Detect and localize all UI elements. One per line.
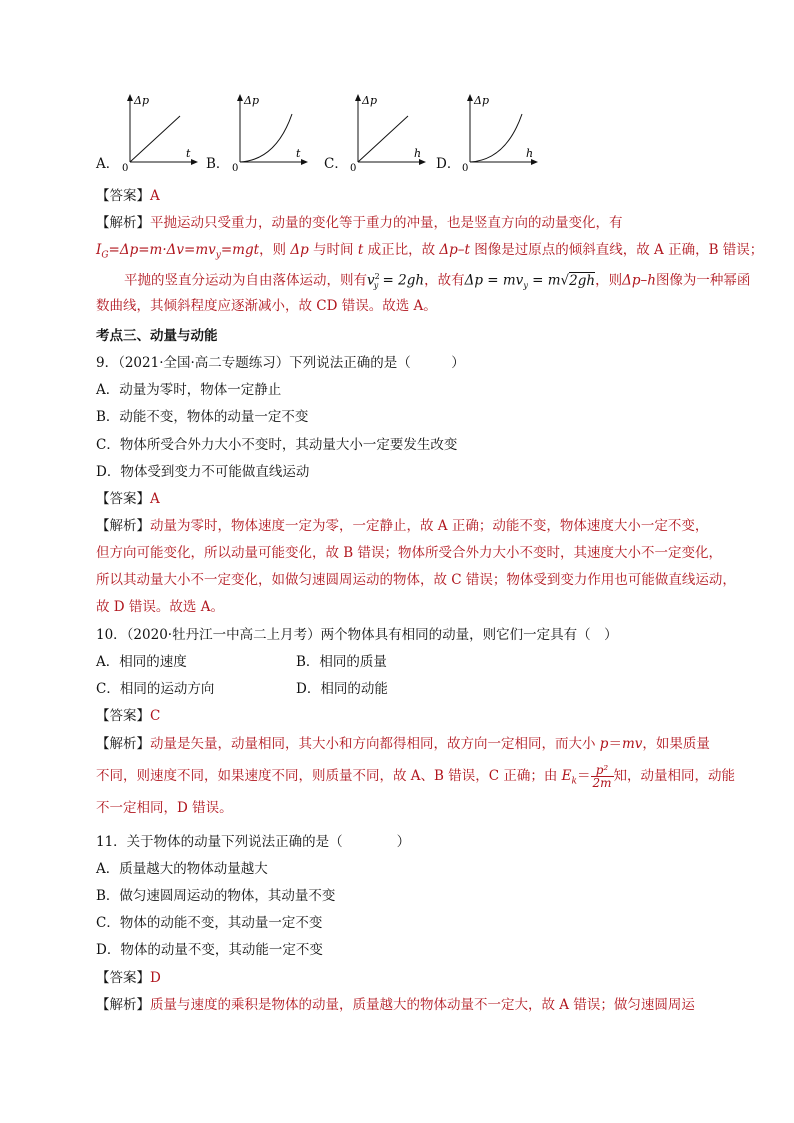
q9-analysis-line-1 bbox=[96, 516, 708, 536]
analysis-text: 动量是矢量，动量相同，其大小和方向都得相同，故方向一定相同，而大小 bbox=[150, 736, 600, 752]
graph-d bbox=[458, 92, 538, 172]
graph-b bbox=[228, 92, 308, 172]
kinetic-energy-fraction bbox=[591, 764, 614, 789]
analysis-text: 图像为一种幂函 bbox=[655, 272, 751, 289]
answer-tag: 【答案】 bbox=[96, 491, 150, 507]
symbol-t: t bbox=[357, 242, 364, 258]
answer-value: D bbox=[150, 970, 161, 986]
symbol-p: p bbox=[599, 736, 609, 752]
analysis-text: 成正比，故 bbox=[363, 242, 440, 258]
graph-d-x-label: h bbox=[526, 147, 534, 160]
symbol-dp-t: Δp–t bbox=[439, 242, 470, 258]
q8-answer-line bbox=[96, 186, 160, 206]
symbol-dp-h: Δp–h bbox=[622, 272, 656, 289]
q10-analysis-line-2 bbox=[96, 764, 735, 792]
graph-b-x-label: t bbox=[296, 147, 301, 160]
answer-tag: 【答案】 bbox=[96, 708, 150, 724]
formula-part: Δp = mv bbox=[464, 272, 524, 289]
q10-option-a: A．相同的速度 bbox=[96, 654, 187, 670]
formula-part: =mgt bbox=[220, 242, 260, 258]
graph-options bbox=[96, 92, 556, 178]
analysis-text: ，则 bbox=[259, 242, 291, 258]
graph-c-x-label: h bbox=[414, 147, 422, 160]
symbol-vy: v bbox=[367, 272, 375, 289]
option-b-letter: B． bbox=[206, 156, 230, 172]
q8-analysis-line-3: 平抛的竖直分运动为自由落体运动，则有$v^2_y = 2gh$，故有$\Delta p = mv_y = m√2gh$，则Δp–h图像为一种幂函 bbox=[124, 272, 751, 291]
analysis-tag: 【解析】 bbox=[96, 736, 150, 752]
q10-option-d: D．相同的动能 bbox=[296, 681, 388, 697]
symbol-e: E bbox=[561, 768, 572, 784]
answer-value: A bbox=[150, 491, 160, 507]
answer-tag: 【答案】 bbox=[96, 970, 150, 986]
q11-analysis-line-1 bbox=[96, 995, 695, 1015]
graph-a-origin: 0 bbox=[122, 163, 129, 172]
graph-c-origin: 0 bbox=[350, 163, 357, 172]
analysis-text: ，如果质量 bbox=[642, 736, 710, 752]
analysis-text: 知，动量相同，动能 bbox=[613, 768, 736, 784]
formula-part: = 2gh bbox=[378, 272, 425, 289]
q10-stem: 10．（2020·牡丹江一中高二上月考）两个物体具有相同的动量，则它们一定具有（ ） bbox=[96, 627, 618, 643]
analysis-text: ＝ bbox=[577, 768, 591, 784]
q11-option-b: B．做匀速圆周运动的物体，其动量不变 bbox=[96, 888, 336, 904]
q8-analysis-line-2 bbox=[96, 240, 763, 266]
answer-tag: 【答案】 bbox=[96, 188, 150, 204]
q11-stem: 11．关于物体的动量下列说法正确的是（ ） bbox=[96, 834, 411, 850]
analysis-text: 动量为零时，物体速度一定为零，一定静止，故 A 正确；动能不变，物体速度大小一定不变， bbox=[150, 518, 709, 534]
graph-d-origin: 0 bbox=[462, 163, 469, 172]
q10-option-b: B．相同的质量 bbox=[296, 654, 387, 670]
symbol-mv: mv bbox=[621, 736, 643, 752]
q8-analysis-line-4: 数曲线，其倾斜程度应逐渐减小，故 CD 错误。故选 A。 bbox=[96, 298, 437, 314]
answer-value: A bbox=[150, 188, 160, 204]
analysis-text: ，故有 bbox=[424, 272, 465, 289]
q9-answer-line bbox=[96, 489, 160, 509]
graph-b-y-label: Δp bbox=[244, 94, 259, 107]
graph-c bbox=[346, 92, 426, 172]
option-d-letter: D． bbox=[436, 156, 461, 172]
q9-analysis-line-3: 所以其动量大小不一定变化，如做匀速圆周运动的物体，故 C 错误；物体受到变力作用也可能做直线运动， bbox=[96, 572, 736, 588]
graph-a-y-label: Δp bbox=[134, 94, 149, 107]
answer-value: C bbox=[150, 708, 161, 724]
q9-stem: 9．（2021·全国·高二专题练习）下列说法正确的是（ ） bbox=[96, 355, 465, 371]
subscript-y: y bbox=[215, 250, 221, 261]
analysis-text: ，则 bbox=[595, 272, 623, 289]
analysis-text: 质量与速度的乘积是物体的动量，质量越大的物体动量不一定大，故 A 错误；做匀速圆周运 bbox=[150, 997, 695, 1013]
analysis-text: 平抛运动只受重力，动量的变化等于重力的冲量，也是竖直方向的动量变化，有 bbox=[150, 215, 623, 231]
formula-part: =Δp=m·Δv=mv bbox=[108, 242, 216, 258]
q9-analysis-line-2: 但方向可能变化，所以动量可能变化，故 B 错误；物体所受合外力大小不变时，其速度大小不一定变化， bbox=[96, 545, 723, 561]
q9-analysis-line-4: 故 D 错误。故选 A。 bbox=[96, 599, 224, 615]
fraction-numerator: p² bbox=[591, 764, 614, 777]
q11-option-d: D．物体的动量不变，其动能一定不变 bbox=[96, 942, 323, 958]
analysis-text: 平抛的竖直分运动为自由落体运动，则有 bbox=[124, 272, 367, 289]
analysis-text: ＝ bbox=[608, 736, 622, 752]
q10-answer-line bbox=[96, 706, 160, 726]
q9-option-b: B．动能不变，物体的动量一定不变 bbox=[96, 409, 309, 425]
subscript-g: G bbox=[101, 250, 109, 261]
analysis-text: 不同，则速度不同，如果速度不同，则质量不同，故 A、B 错误，C 正确；由 bbox=[96, 768, 562, 784]
graph-d-y-label: Δp bbox=[474, 94, 489, 107]
analysis-tag: 【解析】 bbox=[96, 518, 150, 534]
section-title: 考点三、动量与动能 bbox=[96, 328, 218, 344]
q11-option-a: A．质量越大的物体动量越大 bbox=[96, 861, 268, 877]
graph-c-y-label: Δp bbox=[362, 94, 377, 107]
analysis-text: 图像是过原点的倾斜直线，故 A 正确，B 错误； bbox=[469, 242, 764, 258]
option-a-letter: A． bbox=[96, 156, 120, 172]
symbol-i: I bbox=[96, 242, 102, 258]
analysis-text: 与时间 bbox=[308, 242, 358, 258]
q10-analysis-line-1 bbox=[96, 734, 710, 754]
subscript-k: k bbox=[571, 776, 577, 787]
graph-b-origin: 0 bbox=[232, 163, 239, 172]
q9-option-a: A．动量为零时，物体一定静止 bbox=[96, 382, 282, 398]
q9-option-c: C．物体所受合外力大小不变时，其动量大小一定要发生改变 bbox=[96, 437, 458, 453]
q9-option-d: D．物体受到变力不可能做直线运动 bbox=[96, 464, 310, 480]
sqrt-content: 2gh bbox=[569, 272, 596, 289]
q11-option-c: C．物体的动能不变，其动量一定不变 bbox=[96, 915, 323, 931]
option-c-letter: C． bbox=[324, 156, 348, 172]
graph-a-x-label: t bbox=[186, 147, 191, 160]
q8-analysis-line-1 bbox=[96, 213, 623, 233]
formula-part: = m bbox=[527, 272, 561, 289]
q10-option-c: C．相同的运动方向 bbox=[96, 681, 215, 697]
fraction-denominator: 2m bbox=[592, 776, 612, 790]
q11-answer-line bbox=[96, 968, 161, 988]
analysis-tag: 【解析】 bbox=[96, 997, 150, 1013]
analysis-tag: 【解析】 bbox=[96, 215, 150, 231]
q10-analysis-line-3: 不一定相同，D 错误。 bbox=[96, 800, 233, 816]
graph-a bbox=[118, 92, 198, 172]
symbol-dp: Δp bbox=[290, 242, 309, 258]
